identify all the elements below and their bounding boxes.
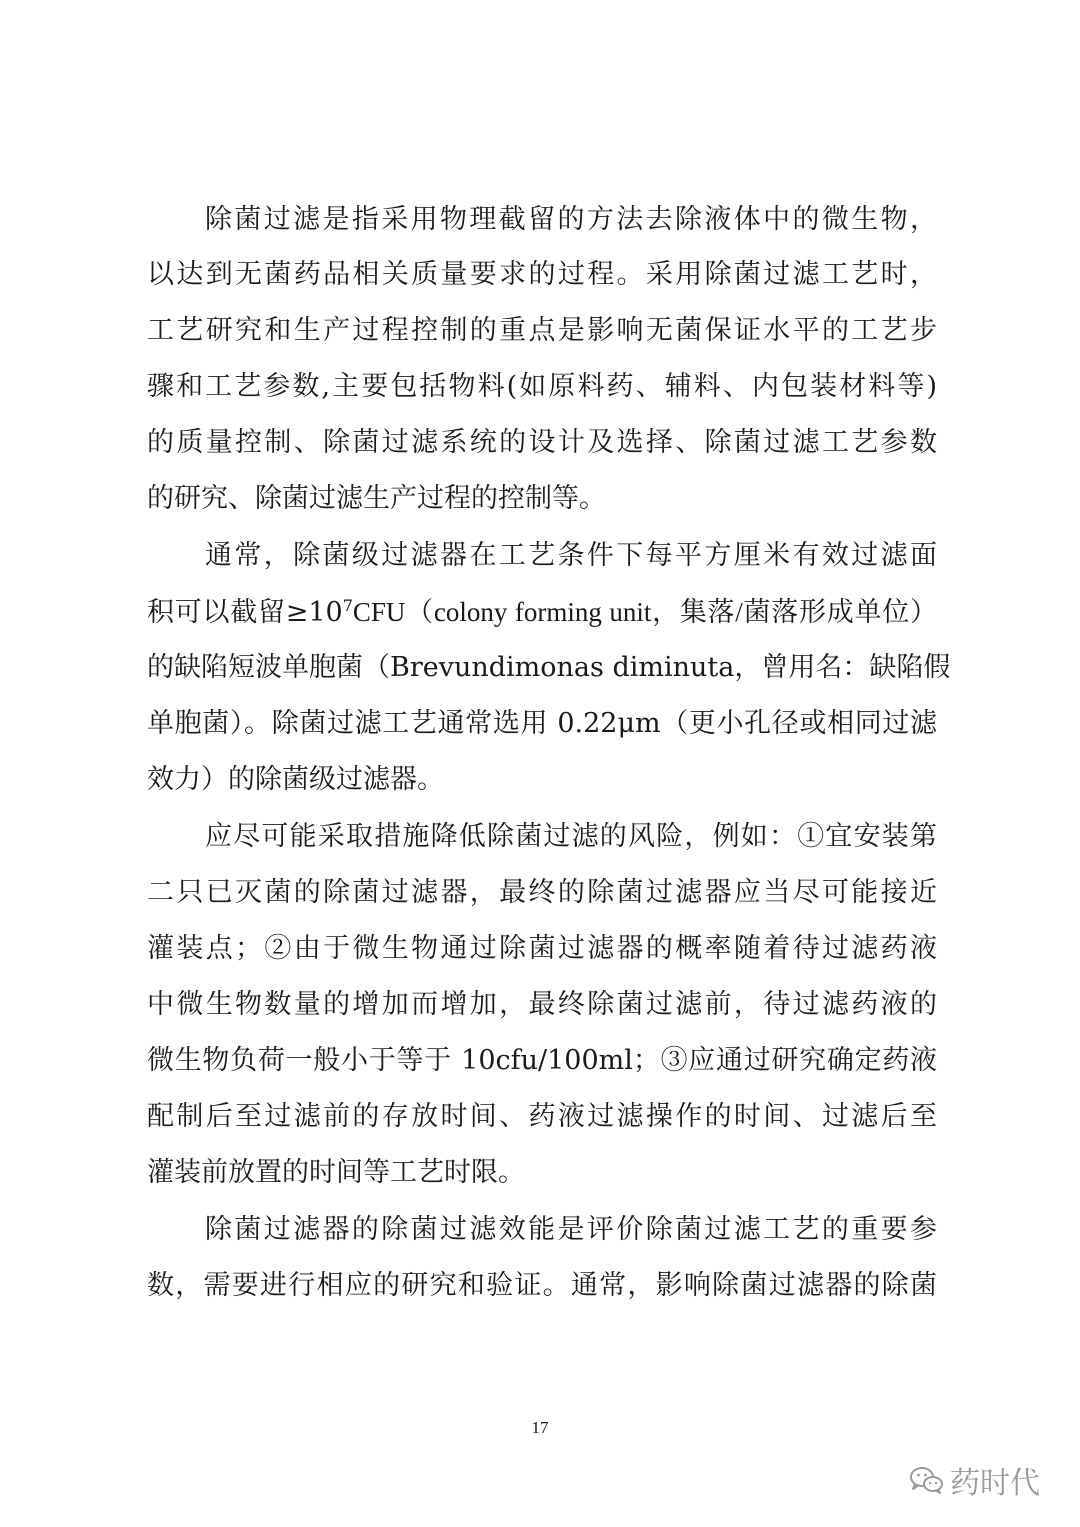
paragraph-1-line-3: 工艺研究和生产过程控制的重点是影响无菌保证水平的工艺步 — [147, 315, 937, 346]
page-number: 17 — [531, 1418, 549, 1437]
paragraph-3-line-4: 中微生物数量的增加而增加，最终除菌过滤前，待过滤药液的 — [147, 989, 937, 1020]
paragraph-2-line-4: 单胞菌）。除菌过滤工艺通常选用 0.22μm（更小孔径或相同过滤 — [147, 708, 937, 739]
paragraph-2-line-5: 效力）的除菌级过滤器。 — [147, 764, 444, 795]
paragraph-4-line-1: 除菌过滤器的除菌过滤效能是评价除菌过滤工艺的重要参 — [205, 1214, 937, 1245]
paragraph-1-line-6: 的研究、除菌过滤生产过程的控制等。 — [147, 483, 606, 514]
paragraph-1-line-4: 骤和工艺参数,主要包括物料(如原料药、辅料、内包装材料等) — [147, 371, 937, 402]
paragraph-2-line-3: 的缺陷短波单胞菌（Brevundimonas diminuta，曾用名：缺陷假 — [147, 652, 951, 683]
paragraph-2-line-2-part-b: CFU（colony forming unit，集落/菌落形成单位） — [352, 597, 937, 627]
paragraph-3-line-7: 灌装前放置的时间等工艺时限。 — [147, 1157, 525, 1188]
paragraph-1-line-1: 除菌过滤是指采用物理截留的方法去除液体中的微生物， — [205, 204, 937, 235]
wechat-icon — [908, 1465, 944, 1495]
exponent: 7 — [342, 596, 353, 615]
paragraph-2-line-2-part-a: 积可以截留≥10 — [147, 597, 343, 628]
paragraph-1-line-5: 的质量控制、除菌过滤系统的设计及选择、除菌过滤工艺参数 — [147, 427, 937, 458]
paragraph-4-line-2: 数，需要进行相应的研究和验证。通常，影响除菌过滤器的除菌 — [147, 1270, 937, 1301]
paragraph-3-line-5: 微生物负荷一般小于等于 10cfu/100ml；③应通过研究确定药液 — [147, 1045, 937, 1076]
paragraph-3-line-3: 灌装点；②由于微生物通过除菌过滤器的概率随着待过滤药液 — [147, 933, 937, 964]
paragraph-3-line-2: 二只已灭菌的除菌过滤器，最终的除菌过滤器应当尽可能接近 — [147, 877, 937, 908]
watermark-text: 药时代 — [950, 1466, 1040, 1501]
paragraph-3-line-6: 配制后至过滤前的存放时间、药液过滤操作的时间、过滤后至 — [147, 1101, 937, 1132]
paragraph-1-line-2: 以达到无菌药品相关质量要求的过程。采用除菌过滤工艺时， — [147, 259, 937, 290]
paragraph-2-line-2 — [147, 592, 937, 632]
watermark — [908, 1458, 1040, 1502]
paragraph-2-line-1: 通常，除菌级过滤器在工艺条件下每平方厘米有效过滤面 — [205, 540, 937, 571]
paragraph-3-line-1: 应尽可能采取措施降低除菌过滤的风险，例如：①宜安装第 — [205, 821, 937, 852]
